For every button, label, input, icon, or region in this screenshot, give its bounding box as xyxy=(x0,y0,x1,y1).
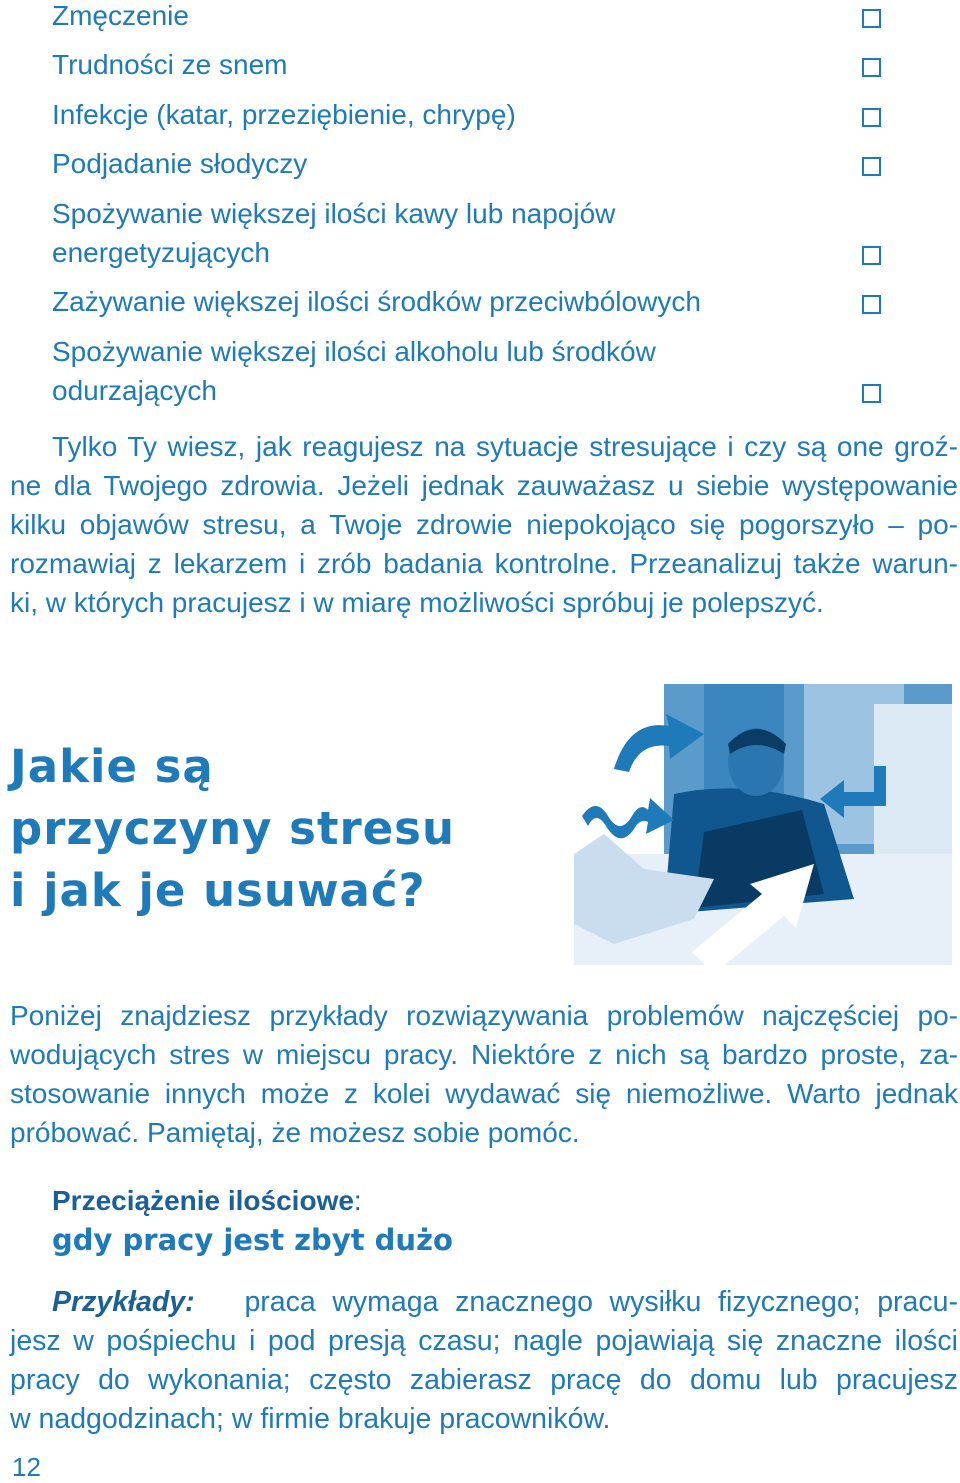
checklist-item xyxy=(52,0,852,35)
checkbox-icon[interactable] xyxy=(862,58,881,77)
section-subtitle: gdy pracy jest zbyt dużo xyxy=(52,1223,453,1257)
checklist-item-label: Podjadanie słodyczy xyxy=(52,148,308,179)
page-number: 12 xyxy=(12,1452,41,1482)
paragraph-line: pracy do wykonania; często zabierasz pracę do domu lub pracujesz xyxy=(10,1364,958,1396)
section-title-text: Przeciążenie ilościowe xyxy=(52,1185,354,1216)
paragraph-line: ki, w których pracujesz i w miarę możliwości spróbuj je polepszyć. xyxy=(10,587,824,618)
checkbox-icon[interactable] xyxy=(862,246,881,265)
checkbox-icon[interactable] xyxy=(862,108,881,127)
paragraph-line xyxy=(10,1283,958,1322)
checklist-item-label: Infekcje (katar, przeziębienie, chrypę) xyxy=(52,99,516,130)
intro-paragraph xyxy=(10,427,958,622)
paragraph-line: jesz w pośpiechu i pod presją czasu; nagle pojawiają się znaczne ilości xyxy=(10,1325,958,1357)
checklist-item-label-continued: energetyzujących xyxy=(52,237,270,268)
body-paragraph xyxy=(10,996,958,1152)
paragraph-line: rozmawiaj z lekarzem i zrób badania kontrolne. Przeanalizuj także warun- xyxy=(10,548,958,579)
checklist-item-label: Zażywanie większej ilości środków przeciwbólowych xyxy=(52,286,701,317)
checklist-item xyxy=(52,144,852,183)
paragraph-line: próbować. Pamiętaj, że możesz sobie pomóc. xyxy=(10,1117,580,1148)
section-title-colon: : xyxy=(353,1185,362,1216)
examples-paragraph xyxy=(10,1283,958,1439)
heading-line: i jak je usuwać? xyxy=(10,864,426,917)
checklist-item xyxy=(52,45,852,84)
checklist-item-label: Zmęczenie xyxy=(52,0,189,31)
checklist-item-label: Trudności ze snem xyxy=(52,49,288,80)
checklist-item-label: Spożywanie większej ilości alkoholu lub środków xyxy=(52,336,656,367)
paragraph-line: ne dla Twojego zdrowia. Jeżeli jednak zauważasz u siebie występowanie xyxy=(10,470,958,501)
checkbox-icon[interactable] xyxy=(862,157,881,176)
checklist-item xyxy=(52,332,852,410)
checkbox-icon[interactable] xyxy=(862,9,881,28)
paragraph-line: Tylko Ty wiesz, jak reagujesz na sytuacje stresujące i czy są one groź- xyxy=(52,431,958,462)
paragraph-line: stosowanie innych może z kolei wydawać się niemożliwe. Warto jednak xyxy=(10,1078,958,1109)
checklist-item xyxy=(52,194,852,272)
checklist-item-label: Spożywanie większej ilości kawy lub napojów xyxy=(52,198,616,229)
checklist-item xyxy=(52,95,852,134)
examples-label: Przykłady: xyxy=(52,1286,195,1318)
paragraph-line-text: praca wymaga znacznego wysiłku fizycznego; pracu- xyxy=(244,1286,958,1318)
checkbox-icon[interactable] xyxy=(862,384,881,403)
paragraph-line: w nadgodzinach; w firmie brakuje pracowników. xyxy=(10,1403,611,1435)
section-title xyxy=(52,1181,362,1220)
heading-line: przyczyny stresu xyxy=(10,802,455,855)
checkbox-icon[interactable] xyxy=(862,295,881,314)
checklist-item-label-continued: odurzających xyxy=(52,375,217,406)
section-heading xyxy=(10,736,455,922)
paragraph-line: Poniżej znajdziesz przykłady rozwiązywania problemów najczęściej po- xyxy=(10,1000,958,1031)
paragraph-line: kilku objawów stresu, a Twoje zdrowie niepokojąco się pogorszyło – po- xyxy=(10,509,958,540)
paragraph-line: wodujących stres w miejscu pracy. Niektóre z nich są bardzo proste, za- xyxy=(10,1039,958,1070)
checklist-item xyxy=(52,282,852,321)
heading-line: Jakie są xyxy=(10,740,214,793)
man-at-laptop-photo xyxy=(574,684,952,965)
